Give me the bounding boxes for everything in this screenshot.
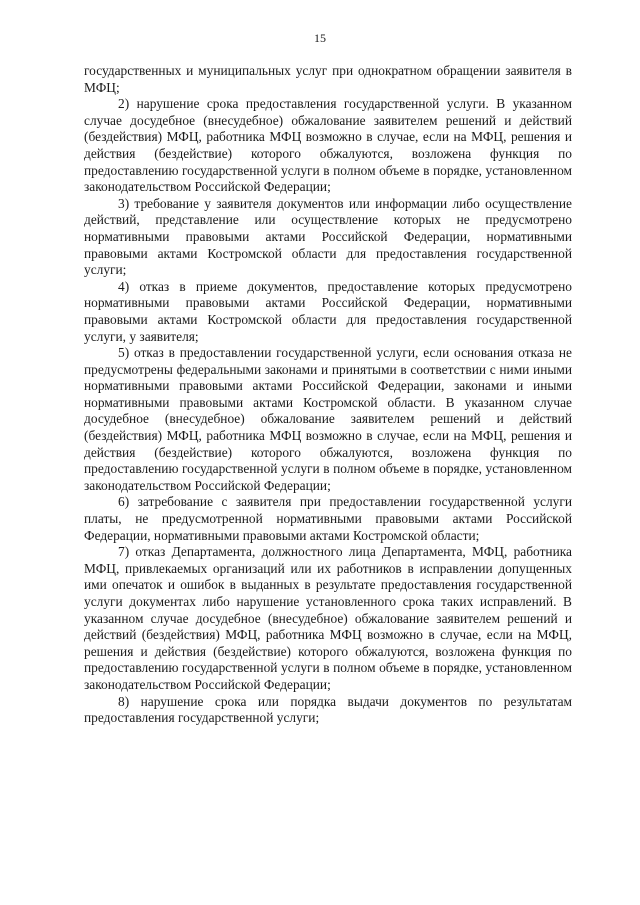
list-item-4: 4) отказ в приеме документов, предоставление которых предусмотрено нормативными правовыми актами Российской Федерации, нормативными правовыми актами Костромской области для предоставления государственной услуги, у заявителя; [84, 278, 572, 344]
list-item-8: 8) нарушение срока или порядка выдачи документов по результатам предоставления государственной услуги; [84, 693, 572, 726]
page-number: 15 [314, 31, 326, 45]
list-item-5: 5) отказ в предоставлении государственной услуги, если основания отказа не предусмотрены федеральными законами и принятыми в соответствии с ними иными нормативными правовыми актами Российской Федерации, законами и иными нормативными правовыми актами Костромской области. В указанном случае досудебное (внесудебное) обжалование заявителем решений и действий (бездействия) МФЦ, работника МФЦ возможно в случае, если на МФЦ, решения и действия (бездействие) которого обжалуются, возложена функция по предоставлению государственной услуги в полном объеме в порядке, установленном законодательством Российской Федерации; [84, 345, 572, 493]
list-item-7: 7) отказ Департамента, должностного лица Департамента, МФЦ, работника МФЦ, привлекаемых организаций или их работников в исправлении допущенных ими опечаток и ошибок в выданных в результате предоставления государственной услуги документах либо нарушение установленного срока таких исправлений. В указанном случае досудебное (внесудебное) обжалование заявителем решений и действий (бездействия) МФЦ, работника МФЦ возможно в случае, если на МФЦ, решения и действия (бездействие) которого обжалуются, возложена функция по предоставлению государственной услуги в полном объеме в порядке, установленном законодательством Российской Федерации; [84, 544, 572, 692]
list-item-6: 6) затребование с заявителя при предоставлении государственной услуги платы, не предусмотренной нормативными правовыми актами Российской Федерации, нормативными правовыми актами Костромской области; [84, 494, 572, 543]
list-item-3: 3) требование у заявителя документов или информации либо осуществление действий, представление или осуществление которых не предусмотрено нормативными правовыми актами Российской Федерации, нормативными правовыми актами Костромской области для предоставления государственной услуги; [84, 195, 572, 278]
list-item-2: 2) нарушение срока предоставления государственной услуги. В указанном случае досудебное (внесудебное) обжалование заявителем решений и действий (бездействия) МФЦ, работника МФЦ возможно в случае, если на МФЦ, решения и действия (бездействие) которого обжалуются, возложена функция по предоставлению государственной услуги в полном объеме в порядке, установленном законодательством Российской Федерации; [84, 96, 572, 195]
paragraph-continuation: государственных и муниципальных услуг при однократном обращении заявителя в МФЦ; [84, 63, 572, 95]
document-body [84, 63, 572, 727]
